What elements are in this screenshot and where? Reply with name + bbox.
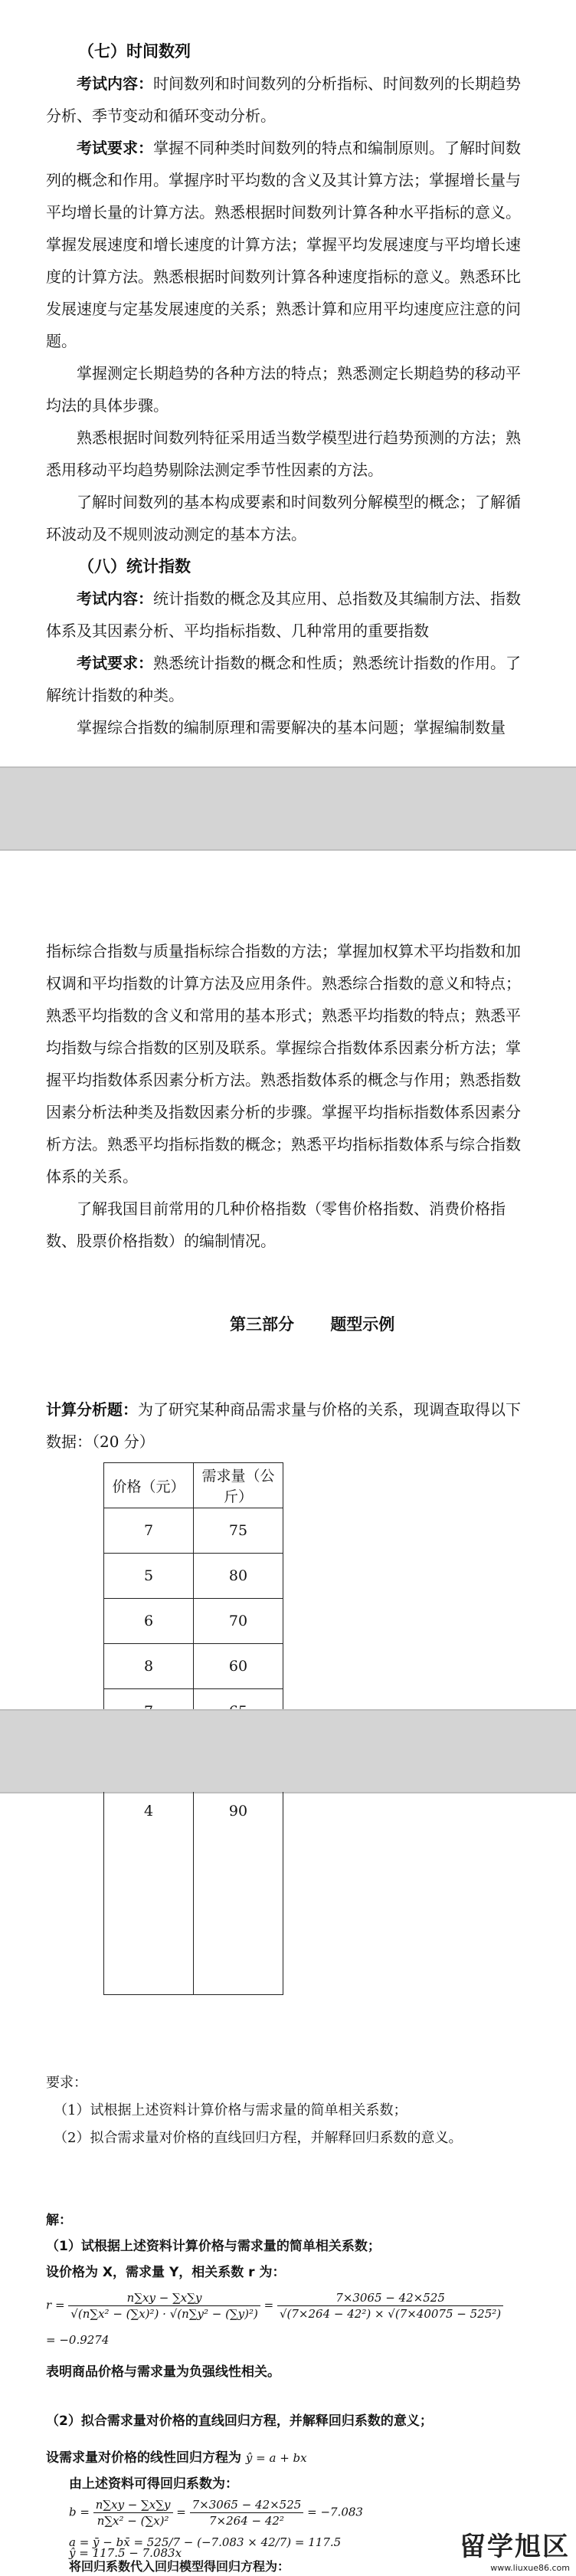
fraction (93, 2497, 173, 2528)
numerator: n∑xy − ∑x∑y (68, 2290, 260, 2306)
paragraph (46, 582, 529, 647)
page1-content (46, 35, 529, 743)
table-header-row (104, 1463, 283, 1508)
formula-r (46, 2290, 503, 2322)
solution-step-1: （1）试根据上述资料计算价格与需求量的简单相关系数； (46, 2239, 381, 2254)
fraction (68, 2290, 260, 2322)
formula-lhs: r = (46, 2298, 65, 2312)
table-cell: 7 (104, 1508, 194, 1554)
table-row (104, 1508, 283, 1554)
table-cell: 90 (194, 1792, 283, 1995)
section-heading-8: （八）统计指数 (78, 557, 191, 576)
paragraph (46, 132, 529, 357)
numerator: 7×3065 − 42×525 (277, 2290, 503, 2306)
paragraph: 熟悉根据时间数列特征采用适当数学模型进行趋势预测的方法；熟悉用移动平均趋势剔除法测定季节性因素的方法。 (46, 428, 521, 479)
part-title (230, 1312, 394, 1335)
page2-content (46, 935, 529, 1257)
question-text: 为了研究某种商品需求量与价格的关系，现调查取得以下数据：（20 分） (46, 1400, 521, 1451)
label: 考试要求： (77, 139, 153, 157)
final-equation: ŷ = 117.5 − 7.083x (69, 2546, 182, 2560)
data-table-continued (103, 1792, 283, 1995)
solution-step-6: 由上述资料可得回归系数为： (69, 2476, 238, 2492)
table-cell: 6 (104, 1599, 194, 1644)
part-title-number: 第三部分 (230, 1315, 294, 1334)
solution-title: 解： (46, 2213, 72, 2228)
text: 熟悉统计指数的概念和性质；熟悉统计指数的作用。了解统计指数的种类。 (46, 654, 521, 704)
denominator: √(n∑x² − (∑x)²) · √(n∑y² − (∑y)²) (70, 2307, 258, 2321)
solution (46, 2207, 529, 2286)
paragraph (46, 67, 529, 132)
numerator: n∑xy − ∑x∑y (93, 2497, 173, 2513)
part-title-name: 题型示例 (330, 1315, 395, 1334)
fraction (277, 2290, 503, 2322)
page-gap (0, 1709, 576, 1793)
table-row (104, 1644, 283, 1689)
page-1 (0, 0, 576, 766)
page-gap (0, 766, 576, 851)
formula-lhs: b = (69, 2505, 90, 2519)
page-3 (0, 1793, 576, 2576)
label: 考试要求： (77, 654, 153, 672)
fraction (190, 2497, 304, 2528)
formula-b: b = $\frac{n\sum xy - \sum x\sum y}{\text{n∑x² − (∑x)²}}$ = $\frac{7\times 3065 - 42\times 525}{\text{7×264 − 42²}}$ = −7.083 (69, 2498, 363, 2528)
solution-step-3: 表明商品价格与需求量为负强线性相关。 (46, 2364, 280, 2380)
text: 掌握不同种类时间数列的特点和编制原则。了解时间数列的概念和作用。掌握序时平均数的含义及其计算方法；掌握增长量与平均增长量的计算方法。熟悉根据时间数列计算各种水平指标的意义。掌握发展速度和增长速度的计算方法；掌握平均发展速度与平均增长速度的计算方法。熟悉根据时间数列计算各种速度指标的意义。熟悉环比发展速度与定基发展速度的关系；熟悉计算和应用平均速度应注意的问题。 (46, 139, 521, 350)
formula-r-value: = −0.9274 (46, 2333, 110, 2347)
solution-step-7: 将回归系数代入回归模型得回归方程为： (69, 2559, 290, 2574)
formula-a: a = ȳ − bx̄ = 525/7 − (−7.083 × 42/7) = 117.5 (69, 2535, 342, 2549)
table-cell: 8 (104, 1644, 194, 1689)
solution-step-4: （2）拟合需求量对价格的直线回归方程，并解释回归系数的意义； (46, 2414, 433, 2429)
equals-sign: = (263, 2298, 274, 2312)
denominator: √(7×264 − 42²) × √(7×40075 − 525²) (279, 2307, 502, 2321)
paragraph: 了解我国目前常用的几种价格指数（零售价格指数、消费价格指数、股票价格指数）的编制情况。 (46, 1199, 506, 1250)
text: 时间数列和时间数列的分析指标、时间数列的长期趋势分析、季节变动和循环变动分析。 (46, 74, 521, 125)
table-cell: 70 (194, 1599, 283, 1644)
table-header-cell: 需求量（公斤） (194, 1463, 283, 1508)
numerator: 7×3065 − 42×525 (190, 2497, 304, 2513)
formula-value: = −7.083 (307, 2505, 363, 2519)
denominator: n∑x² − (∑x)² (97, 2514, 169, 2528)
table-row (104, 1554, 283, 1599)
paragraph: 指标综合指数与质量指标综合指数的方法；掌握加权算术平均指数和加权调和平均指数的计算方法及应用条件。熟悉综合指数的意义和特点；熟悉平均指数的含义和常用的基本形式；熟悉平均指数的特点；熟悉平均指数与综合指数的区别及联系。掌握综合指数体系因素分析方法；掌握平均指数体系因素分析方法。熟悉指数体系的概念与作用；熟悉指数因素分析法种类及指数因素分析的步骤。掌握平均指标指数体系因素分析方法。熟悉平均指标指数的概念；熟悉平均指标指数体系与综合指数体系的关系。 (46, 942, 521, 1186)
label: 考试内容： (77, 589, 153, 608)
requirements (46, 2069, 529, 2152)
question (46, 1393, 529, 1458)
requirements-title: 要求： (46, 2075, 87, 2091)
regression-form: ŷ = a + bx (245, 2451, 307, 2465)
page-2 (0, 851, 576, 1709)
label: 考试内容： (77, 74, 153, 93)
watermark-logo: 留学旭区 www.liuxue86.com (460, 2532, 570, 2573)
table-row (104, 1599, 283, 1644)
table-header-cell: 价格（元） (104, 1463, 194, 1508)
solution-step-2: 设价格为 X，需求量 Y，相关系数 r 为： (46, 2265, 286, 2280)
table-cell: 60 (194, 1644, 283, 1689)
text: 统计指数的概念及其应用、总指数及其编制方法、指数体系及其因素分析、平均指标指数、几种常用的重要指数 (46, 589, 521, 640)
paragraph: 掌握综合指数的编制原理和需要解决的基本问题；掌握编制数量 (77, 718, 506, 737)
paragraph (46, 647, 529, 711)
table-cell: 4 (104, 1792, 194, 1995)
paragraph: 了解时间数列的基本构成要素和时间数列分解模型的概念；了解循环波动及不规则波动测定的基本方法。 (46, 493, 521, 543)
table-cell: 5 (104, 1554, 194, 1599)
requirement-2: （2）拟合需求量对价格的直线回归方程，并解释回归系数的意义。 (54, 2130, 463, 2146)
section-heading-7: （七）时间数列 (78, 42, 191, 61)
question-label: 计算分析题： (46, 1400, 138, 1419)
denominator: 7×264 − 42² (209, 2514, 284, 2528)
paragraph: 掌握测定长期趋势的各种方法的特点；熟悉测定长期趋势的移动平均法的具体步骤。 (46, 364, 521, 415)
solution-cont (46, 2359, 529, 2497)
solution-step-5: 设需求量对价格的线性回归方程为 ŷ = a + bx (46, 2450, 307, 2466)
table-cell: 80 (194, 1554, 283, 1599)
table-cell: 75 (194, 1508, 283, 1554)
requirement-1: （1）试根据上述资料计算价格与需求量的简单相关系数； (54, 2102, 407, 2118)
table-row (104, 1792, 283, 1995)
